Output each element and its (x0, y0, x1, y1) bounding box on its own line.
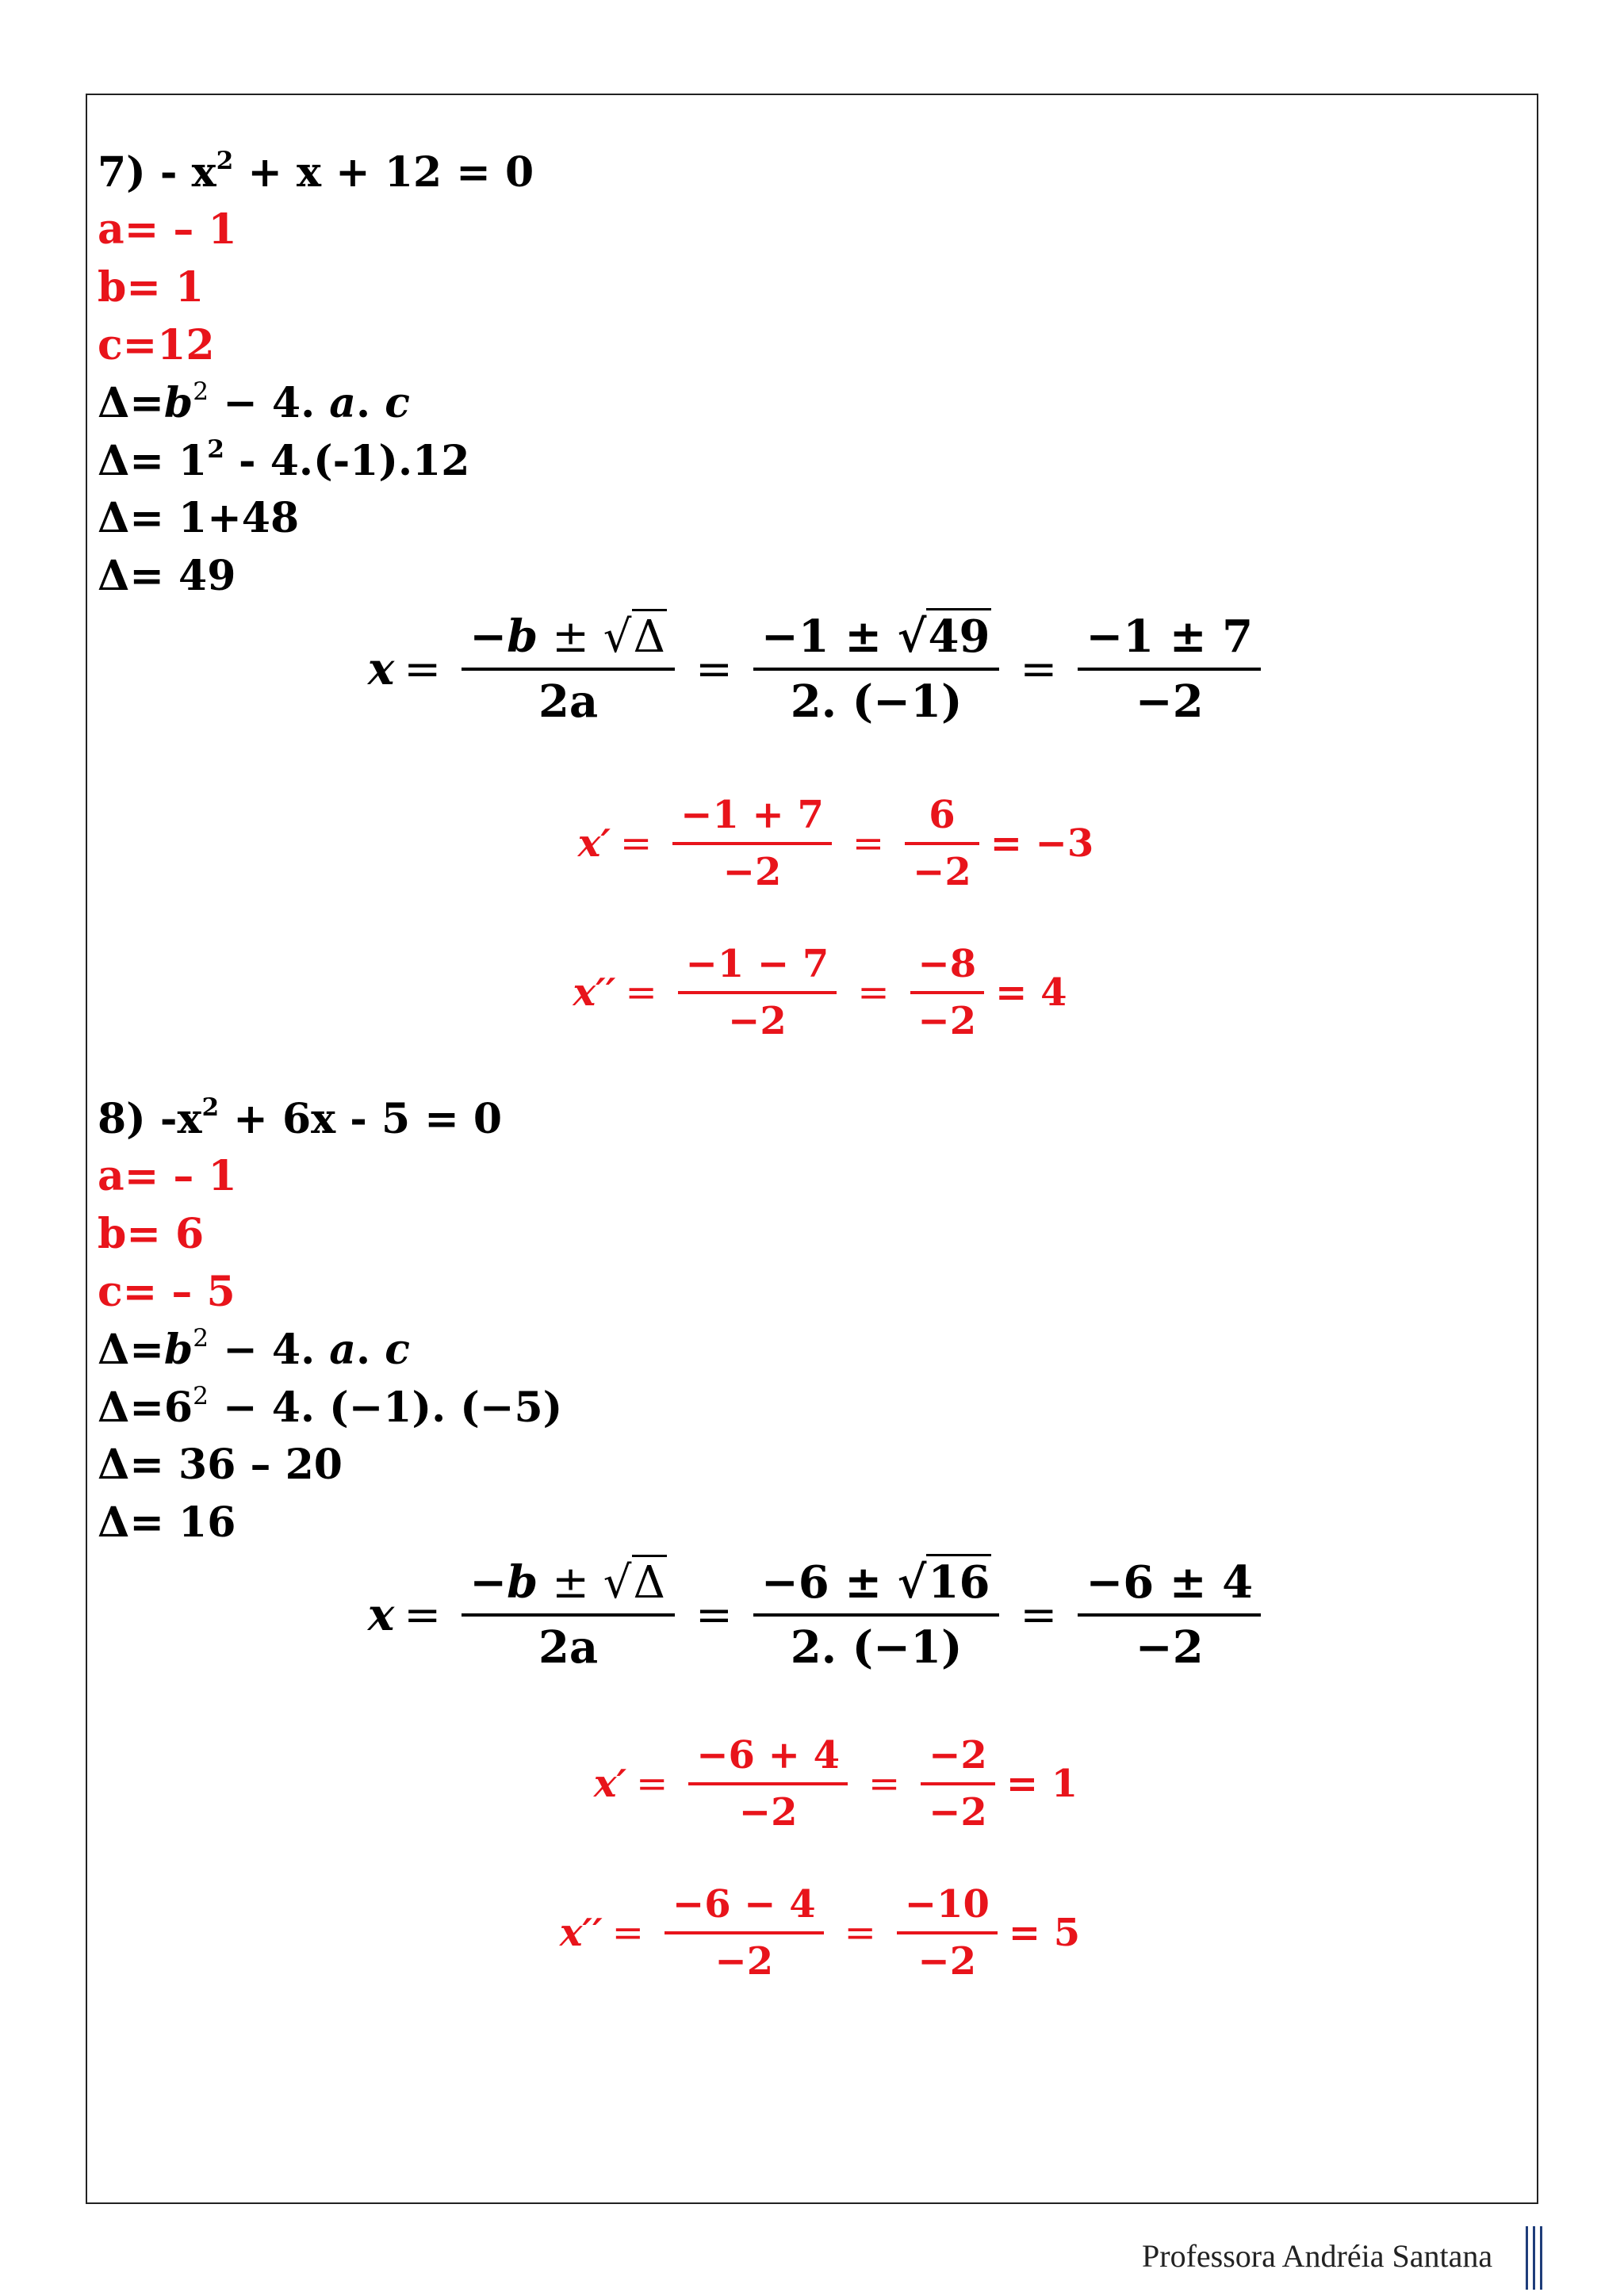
exponent: 2 (207, 435, 224, 465)
sub-part: − 4. (−1). (−5) (208, 1383, 563, 1432)
delta-sum: Δ= 36 – 20 (98, 1441, 343, 1489)
problem-8-title (98, 1094, 502, 1145)
denominator: −2 (678, 991, 837, 1043)
numerator: −6 + 4 (696, 1733, 840, 1777)
numerator (753, 1556, 1000, 1613)
numerator: 6 (929, 793, 956, 837)
fraction (462, 610, 675, 728)
var-a: a (329, 1326, 356, 1374)
numerator: −1 ± 7 (1086, 610, 1254, 663)
delta-text: Δ= (98, 379, 164, 427)
fraction (665, 1882, 824, 1984)
fraction (753, 1556, 1000, 1674)
fraction (910, 942, 985, 1043)
var-c: c (385, 379, 410, 427)
numerator: −1 + 7 (680, 793, 824, 837)
num-part: b (507, 1556, 538, 1609)
delta-sum: Δ= 1+48 (98, 494, 300, 542)
result: = 1 (1005, 1762, 1078, 1806)
denominator (462, 668, 675, 728)
title-part: 7) - x (98, 148, 216, 197)
den-text: 2a (538, 1621, 599, 1674)
exponent: 2 (201, 1093, 220, 1123)
den-text: −2 (1135, 675, 1204, 728)
var-c: c (385, 1326, 410, 1374)
title-part: + x + 12 = 0 (233, 148, 534, 197)
title-part: 8) -x (98, 1095, 202, 1143)
result: = 4 (995, 970, 1067, 1015)
num-part: ± √ (538, 611, 632, 663)
denominator (753, 668, 1000, 728)
footer-author: Professora Andréia Santana (1142, 2238, 1493, 2274)
var-x: x (367, 1589, 395, 1641)
equals: = (1020, 1589, 1058, 1641)
radicand: 49 (926, 608, 991, 663)
var-x2: x′′ (559, 1911, 603, 1955)
formula-part: − 4. (209, 1326, 330, 1374)
denominator: −2 (910, 991, 985, 1043)
fraction (688, 1733, 848, 1835)
formula-part: . (356, 379, 385, 427)
footer-bars-decoration (1526, 2226, 1545, 2290)
coef-a: a= – 1 (98, 205, 237, 254)
denominator: −2 (665, 1931, 824, 1984)
denominator: −2 (688, 1782, 848, 1835)
numerator: −6 ± 4 (1086, 1556, 1254, 1609)
num-part: −1 ± √ (760, 610, 927, 663)
numerator: −6 − 4 (672, 1882, 816, 1927)
root-x1: x′ = $\frac{-6 + 4}{-2}$ = $\frac{-2}{-2}$ = 1 (593, 1733, 1078, 1835)
title-part: + 6x - 5 = 0 (219, 1095, 503, 1143)
sub-part: Δ=6 (98, 1383, 193, 1432)
den-text: 2a (538, 675, 599, 728)
fraction (897, 1882, 998, 1984)
numerator: −10 (904, 1882, 990, 1927)
denominator (462, 1613, 675, 1674)
numerator (462, 1556, 675, 1613)
equals: = (695, 1589, 733, 1641)
bhaskara-formula (0, 610, 1624, 728)
radicand: Δ (632, 609, 667, 663)
delta-formula (98, 1325, 410, 1376)
numerator: −1 − 7 (685, 942, 829, 986)
var-b: b (163, 379, 193, 427)
denominator (1078, 668, 1261, 728)
fraction (753, 610, 1000, 728)
numerator: −8 (917, 942, 977, 986)
den-text: 2. (−1) (790, 675, 963, 728)
root-x1: x′ = $\frac{-1 + 7}{-2}$ = $\frac{6}{-2}$ = −3 (577, 793, 1094, 894)
exponent: 2 (193, 377, 209, 407)
denominator (753, 1613, 1000, 1674)
num-part: ± √ (538, 1557, 632, 1609)
delta-value: Δ= 49 (98, 552, 236, 600)
root-x2: x′′ = $\frac{-6 - 4}{-2}$ = $\frac{-10}{-2}$ = 5 (559, 1882, 1081, 1984)
numerator (462, 610, 675, 668)
var-b: b (163, 1326, 193, 1374)
sub-part: - 4.(-1).12 (224, 437, 470, 485)
var-x1: x′ (593, 1762, 627, 1806)
problem-7-title (98, 147, 534, 198)
equals: = (404, 643, 442, 695)
var-x: x (367, 643, 395, 695)
den-text: −2 (1135, 1621, 1204, 1674)
fraction (1078, 610, 1261, 728)
root-x2: x′′ = $\frac{-1 - 7}{-2}$ = $\frac{-8}{-2}$ = 4 (573, 942, 1067, 1043)
denominator: −2 (672, 842, 832, 894)
num-part: −6 ± √ (760, 1556, 927, 1609)
fraction (1078, 1556, 1261, 1674)
exponent: 2 (193, 1382, 209, 1411)
coef-b: b= 6 (98, 1210, 205, 1258)
numerator: −2 (929, 1733, 987, 1777)
result: = −3 (990, 821, 1094, 866)
numerator (753, 610, 1000, 668)
coef-a: a= – 1 (98, 1152, 237, 1200)
delta-substitution (98, 436, 469, 487)
formula-part: . (356, 1326, 385, 1374)
num-part: − (469, 1556, 508, 1609)
denominator: −2 (897, 1931, 998, 1984)
var-a: a (329, 379, 356, 427)
coef-c: c= – 5 (98, 1268, 236, 1316)
result: = 5 (1008, 1911, 1081, 1955)
exponent: 2 (216, 147, 234, 176)
delta-value: Δ= 16 (98, 1498, 236, 1547)
radicand: Δ (632, 1555, 667, 1609)
num-part: − (469, 610, 508, 663)
fraction (678, 942, 837, 1043)
exponent: 2 (193, 1324, 209, 1353)
fraction (462, 1556, 675, 1674)
var-x1: x′ (577, 821, 611, 866)
equals: = (695, 643, 733, 695)
delta-formula (98, 378, 410, 429)
num-part: b (507, 610, 538, 663)
denominator: −2 (921, 1782, 995, 1835)
fraction (672, 793, 832, 894)
fraction (905, 793, 979, 894)
sub-part: Δ= 1 (98, 437, 208, 485)
bhaskara-formula (0, 1556, 1624, 1674)
den-text: 2. (−1) (790, 1621, 963, 1674)
denominator (1078, 1613, 1261, 1674)
formula-part: − 4. (209, 379, 330, 427)
radicand: 16 (926, 1554, 991, 1609)
delta-text: Δ= (98, 1326, 164, 1374)
coef-c: c=12 (98, 321, 215, 369)
denominator: −2 (905, 842, 979, 894)
delta-substitution (98, 1383, 562, 1433)
equals: = (404, 1589, 442, 1641)
equals: = (1020, 643, 1058, 695)
coef-b: b= 1 (98, 263, 205, 312)
fraction (921, 1733, 995, 1835)
var-x2: x′′ (573, 970, 616, 1015)
